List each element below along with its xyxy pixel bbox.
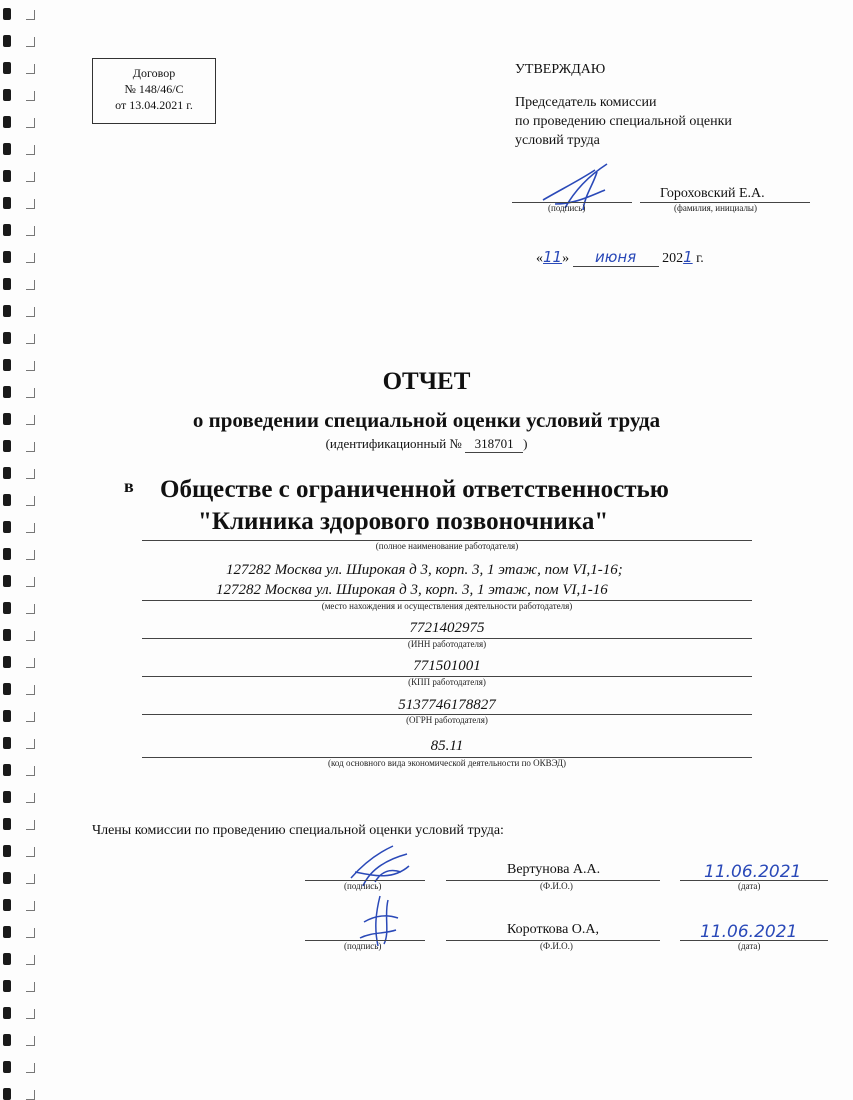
employer-okved-caption: (код основного вида экономической деятельности по ОКВЭД): [327, 758, 566, 768]
date-day: 11: [543, 248, 563, 266]
binding-hole: [3, 35, 11, 47]
binding-ring: [26, 280, 35, 290]
binding-hole: [3, 170, 11, 182]
binding-hole: [3, 818, 11, 830]
member-1-name-caption: (Ф.И.О.): [540, 881, 573, 891]
contract-line-2: № 148/46/С: [124, 82, 184, 96]
binding-ring: [26, 199, 35, 209]
binding-ring: [26, 1063, 35, 1073]
binding-ring: [26, 901, 35, 911]
binding-ring: [26, 712, 35, 722]
binding-hole: [3, 602, 11, 614]
binding-hole: [3, 629, 11, 641]
binding-hole: [3, 764, 11, 776]
binding-hole: [3, 467, 11, 479]
report-id-number: 318701: [465, 436, 523, 453]
binding-ring: [26, 874, 35, 884]
binding-ring: [26, 226, 35, 236]
approval-role-line-3: условий труда: [515, 133, 600, 148]
approval-date: [536, 248, 704, 267]
report-id-prefix: (идентификационный №: [325, 436, 462, 451]
report-id-line: [0, 436, 853, 453]
binding-ring: [26, 496, 35, 506]
approval-heading: УТВЕРЖДАЮ: [515, 62, 606, 77]
member-1-date: 11.06.2021: [704, 862, 802, 882]
binding-hole: [3, 251, 11, 263]
date-month: июня: [573, 248, 659, 267]
binding-ring: [26, 658, 35, 668]
employer-ogrn: 5137746178827: [398, 697, 496, 713]
binding-hole: [3, 737, 11, 749]
employer-inn-caption: (ИНН работодателя): [407, 639, 487, 649]
binding-ring: [26, 766, 35, 776]
binding-ring: [26, 91, 35, 101]
binding-ring: [26, 820, 35, 830]
binding-hole: [3, 143, 11, 155]
contract-box: [92, 58, 216, 124]
binding-hole: [3, 845, 11, 857]
chairman-signature-caption: (подпись): [548, 203, 586, 213]
binding-ring: [26, 982, 35, 992]
binding-ring: [26, 550, 35, 560]
date-quote-open: «: [536, 251, 543, 266]
date-year-prefix: 202: [662, 251, 684, 266]
binding-ring: [26, 739, 35, 749]
binding-hole: [3, 656, 11, 668]
employer-address-line-2: 127282 Москва ул. Широкая д 3, корп. 3, 1 этаж, пом VI,1-16: [216, 582, 608, 598]
binding-ring: [26, 10, 35, 20]
employer-okved: 85.11: [430, 738, 464, 754]
binding-hole: [3, 1007, 11, 1019]
binding-hole: [3, 197, 11, 209]
binding-hole: [3, 89, 11, 101]
binding-hole: [3, 872, 11, 884]
binding-ring: [26, 253, 35, 263]
date-quote-close: »: [562, 251, 570, 266]
binding-ring: [26, 928, 35, 938]
contract-line-1: Договор: [132, 66, 176, 80]
binding-hole: [3, 899, 11, 911]
binding-hole: [3, 683, 11, 695]
binding-ring: [26, 1036, 35, 1046]
employer-inn: 7721402975: [409, 620, 485, 636]
binding-ring: [26, 847, 35, 857]
employer-name-caption: (полное наименование работодателя): [375, 541, 519, 551]
employer-kpp: 771501001: [413, 658, 481, 674]
member-2-signature-caption: (подпись): [344, 941, 382, 951]
employer-name-line-1: Обществе с ограниченной ответственностью: [160, 476, 669, 503]
binding-ring: [26, 307, 35, 317]
binding-ring: [26, 685, 35, 695]
binding-hole: [3, 8, 11, 20]
employer-name-line-2: "Клиника здорового позвоночника": [198, 508, 609, 535]
member-1-date-caption: (дата): [738, 881, 761, 891]
binding-hole: [3, 62, 11, 74]
binding-hole: [3, 224, 11, 236]
binding-ring: [26, 523, 35, 533]
chairman-name-caption: (фамилия, инициалы): [674, 203, 757, 213]
binding-ring: [26, 955, 35, 965]
binding-ring: [26, 469, 35, 479]
binding-hole: [3, 980, 11, 992]
binding-hole: [3, 278, 11, 290]
binding-ring: [26, 145, 35, 155]
binding-hole: [3, 1088, 11, 1100]
report-title: ОТЧЕТ: [382, 368, 471, 395]
binding-hole: [3, 926, 11, 938]
member-2-date-caption: (дата): [738, 941, 761, 951]
binding-hole: [3, 953, 11, 965]
chairman-name: Гороховский Е.А.: [660, 186, 765, 201]
date-year-digit: 1: [683, 248, 693, 266]
binding-ring: [26, 334, 35, 344]
approval-role-line-1: Председатель комиссии: [515, 95, 657, 110]
binding-hole: [3, 575, 11, 587]
member-2-date: 11.06.2021: [700, 922, 798, 942]
binding-hole: [3, 791, 11, 803]
binding-hole: [3, 1034, 11, 1046]
date-suffix: г.: [696, 251, 704, 266]
binding-hole: [3, 521, 11, 533]
binding-ring: [26, 118, 35, 128]
member-1-name: Вертунова А.А.: [507, 862, 601, 877]
binding-ring: [26, 793, 35, 803]
binding-ring: [26, 604, 35, 614]
member-2-name: Короткова О.А,: [507, 922, 600, 937]
binding-hole: [3, 332, 11, 344]
commission-heading: Члены комиссии по проведению специальной оценки условий труда:: [92, 823, 504, 838]
binding-hole: [3, 1061, 11, 1073]
binding-ring: [26, 577, 35, 587]
binding-hole: [3, 548, 11, 560]
employer-kpp-caption: (КПП работодателя): [408, 677, 486, 687]
binding-ring: [26, 1090, 35, 1100]
binding-ring: [26, 172, 35, 182]
member-1-signature-caption: (подпись): [344, 881, 382, 891]
binding-hole: [3, 116, 11, 128]
binding-hole: [3, 710, 11, 722]
binding-hole: [3, 494, 11, 506]
binding-edge: [0, 0, 40, 1100]
employer-address-line-1: 127282 Москва ул. Широкая д 3, корп. 3, 1 этаж, пом VI,1-16;: [226, 562, 623, 578]
member-2-name-caption: (Ф.И.О.): [540, 941, 573, 951]
employer-ogrn-caption: (ОГРН работодателя): [406, 715, 488, 725]
binding-hole: [3, 305, 11, 317]
employer-prefix: в: [124, 476, 134, 496]
contract-line-3: от 13.04.2021 г.: [115, 98, 193, 112]
report-subtitle: о проведении специальной оценки условий труда: [192, 408, 661, 432]
binding-ring: [26, 1009, 35, 1019]
report-id-suffix: ): [523, 436, 528, 451]
employer-address-caption: (место нахождения и осуществления деятельности работодателя): [321, 601, 573, 611]
binding-ring: [26, 64, 35, 74]
binding-ring: [26, 37, 35, 47]
approval-role-line-2: по проведению специальной оценки: [515, 114, 732, 129]
binding-ring: [26, 631, 35, 641]
